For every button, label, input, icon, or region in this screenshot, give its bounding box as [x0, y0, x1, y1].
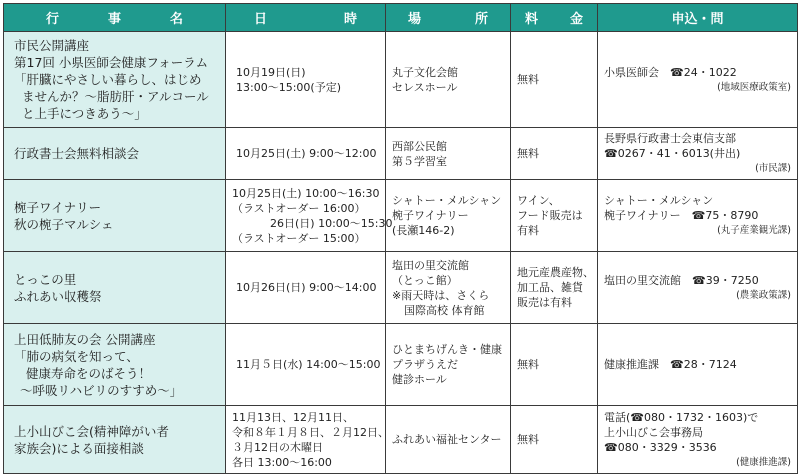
fee-cell: [511, 252, 598, 324]
event-line: 上田低肺友の会 公開講座: [14, 331, 156, 347]
place-cell: [386, 324, 511, 406]
datetime-line: 各日 13:00〜16:00: [232, 455, 332, 469]
fee-line: 加工品、雑貨: [517, 281, 583, 294]
apply-cell: [598, 406, 798, 474]
table-row: [4, 32, 798, 128]
fee-line: 無料: [517, 358, 539, 371]
header-event-char: 行: [46, 12, 60, 27]
datetime-line: ３月12日の木曜日: [232, 440, 323, 454]
event-line: ふれあい収穫祭: [14, 288, 102, 304]
apply-cell: [598, 252, 798, 324]
datetime-cell: [226, 128, 386, 180]
apply-line: シャトー・メルシャン: [604, 194, 714, 207]
datetime-cell: [226, 252, 386, 324]
event-line: 市民公開講座: [14, 38, 90, 53]
fee-cell: [511, 128, 598, 180]
fee-line: 無料: [517, 73, 539, 86]
apply-line: 電話(☎080・1732・1603)で: [604, 410, 759, 424]
apply-cell: [598, 128, 798, 180]
event-name-cell: [4, 180, 226, 252]
place-line: 椀子ワイナリー: [392, 209, 469, 222]
fee-line: ワイン、: [517, 194, 560, 207]
header-datetime-char: 日: [254, 12, 268, 27]
datetime-line: 令和８年１月８日、２月12日、: [232, 425, 389, 439]
event-line: 健康寿命をのばそう！: [26, 365, 152, 381]
department-label: (丸子産業観光課): [717, 225, 791, 236]
apply-line: ☎0267・41・6013(井出): [604, 147, 741, 160]
apply-line: 長野県行政書士会東信支部: [604, 132, 736, 145]
header-apply: 申込・問: [598, 4, 798, 32]
event-line: と上手につきあう〜」: [22, 106, 147, 121]
datetime-line: 10月26日(日) 9:00〜14:00: [236, 281, 377, 294]
table-row: [4, 252, 798, 324]
event-line: 行政書士会無料相談会: [14, 146, 140, 161]
header-event-char: 事: [107, 12, 121, 27]
place-line: 西部公民館: [392, 139, 447, 153]
table-row: [4, 180, 798, 252]
datetime-line: （ラストオーダー 16:00）: [232, 201, 366, 215]
place-line: プラザうえだ: [392, 358, 458, 371]
event-line: 秋の椀子マルシェ: [14, 216, 114, 232]
place-cell: [386, 32, 511, 128]
datetime-line: 13:00〜15:00(予定): [236, 80, 341, 94]
datetime-line: 10月25日(土) 9:00〜12:00: [236, 147, 377, 160]
table-header-row: [4, 4, 798, 32]
fee-line: 無料: [517, 433, 539, 446]
apply-line: 健康推進課 ☎28・7124: [604, 358, 737, 371]
fee-cell: [511, 32, 598, 128]
fee-cell: [511, 324, 598, 406]
event-line: 〜呼吸リハビリのすすめ〜」: [20, 382, 183, 398]
place-line: 塩田の里交流館: [392, 258, 469, 272]
place-line: 健診ホール: [392, 373, 447, 386]
header-place: [386, 4, 511, 32]
event-line: 第17回 小県医師会健康フォーラム: [14, 55, 209, 70]
fee-cell: [511, 180, 598, 252]
fee-line: 地元産農産物、: [517, 266, 594, 279]
fee-line: フード販売は: [517, 209, 583, 222]
header-place-char: 場: [408, 12, 422, 27]
apply-cell: [598, 324, 798, 406]
table-row: [4, 406, 798, 474]
datetime-cell: [226, 406, 389, 474]
event-line: ませんか？〜脂肪肝・アルコール: [22, 89, 209, 104]
place-cell: [386, 128, 511, 180]
place-line: ※雨天時は、さくら: [392, 288, 490, 302]
header-fee-char: 料: [525, 12, 539, 27]
place-line: ひとまちげんき・健康: [392, 343, 502, 356]
fee-line: 販売は有料: [517, 296, 572, 309]
event-line: 上小山びこ会(精神障がい者: [14, 423, 169, 439]
table-row: [4, 324, 798, 406]
apply-line: 上小山びこ会事務局: [604, 425, 703, 439]
event-line: 「肺の病気を知って、: [14, 348, 139, 364]
place-line: セレスホール: [392, 80, 458, 94]
event-name-cell: [4, 324, 226, 406]
datetime-line: （ラストオーダー 15:00）: [232, 231, 366, 245]
datetime-line: 11月５日(水) 14:00〜15:00: [236, 358, 381, 371]
fee-cell: [511, 406, 598, 474]
datetime-line: 10月25日(土) 10:00〜16:30: [232, 186, 380, 200]
place-line: ふれあい福祉センター: [392, 433, 502, 446]
datetime-line: 10月19日(日): [236, 65, 306, 79]
event-name-cell: [4, 252, 226, 324]
header-place-char: 所: [474, 12, 488, 27]
event-name-cell: [4, 406, 226, 474]
place-line: 丸子文化会館: [392, 65, 458, 79]
datetime-line: 26日(日) 10:00〜15:30: [270, 216, 393, 230]
event-line: とっこの里: [14, 271, 77, 287]
apply-line: ☎080・3329・3536: [604, 440, 717, 454]
apply-line: 小県医師会 ☎24・1022: [604, 65, 737, 79]
place-line: 第５学習室: [392, 154, 447, 168]
place-cell: [386, 252, 511, 324]
header-datetime: [226, 4, 386, 32]
event-name-cell: [4, 32, 226, 128]
datetime-line: 11月13日、12月11日、: [232, 410, 354, 424]
event-line: 椀子ワイナリー: [14, 199, 102, 215]
events-table: [3, 3, 798, 474]
apply-cell: [598, 180, 798, 252]
event-line: 家族会)による面接相談: [14, 440, 144, 456]
datetime-cell: [226, 180, 393, 252]
place-line: 国際高校 体育館: [404, 303, 485, 317]
fee-line: 有料: [517, 224, 539, 237]
fee-line: 無料: [517, 147, 539, 160]
department-label: (市民課): [755, 163, 791, 174]
department-label: (地域医療政策室): [717, 81, 791, 93]
header-event-char: 名: [169, 12, 183, 27]
apply-cell: [598, 32, 798, 128]
department-label: (農業政策課): [736, 289, 791, 301]
apply-line: 塩田の里交流館 ☎39・7250: [604, 273, 759, 287]
place-cell: [386, 180, 511, 252]
apply-line: 椀子ワイナリー ☎75・8790: [604, 209, 759, 222]
place-line: シャトー・メルシャン: [392, 194, 502, 207]
place-line: (長瀬146-2): [392, 224, 455, 237]
header-fee: [511, 4, 598, 32]
event-name-cell: [4, 128, 226, 180]
header-datetime-char: 時: [343, 12, 357, 27]
department-label: (健康推進課): [736, 456, 791, 468]
header-fee-char: 金: [569, 12, 583, 27]
datetime-cell: [226, 324, 386, 406]
table-row: [4, 128, 798, 180]
header-event: [4, 4, 226, 32]
datetime-cell: [226, 32, 386, 128]
place-line: （とっこ館）: [392, 273, 458, 287]
place-cell: [386, 406, 511, 474]
event-line: 「肝臓にやさしい暮らし、はじめ: [14, 72, 202, 87]
